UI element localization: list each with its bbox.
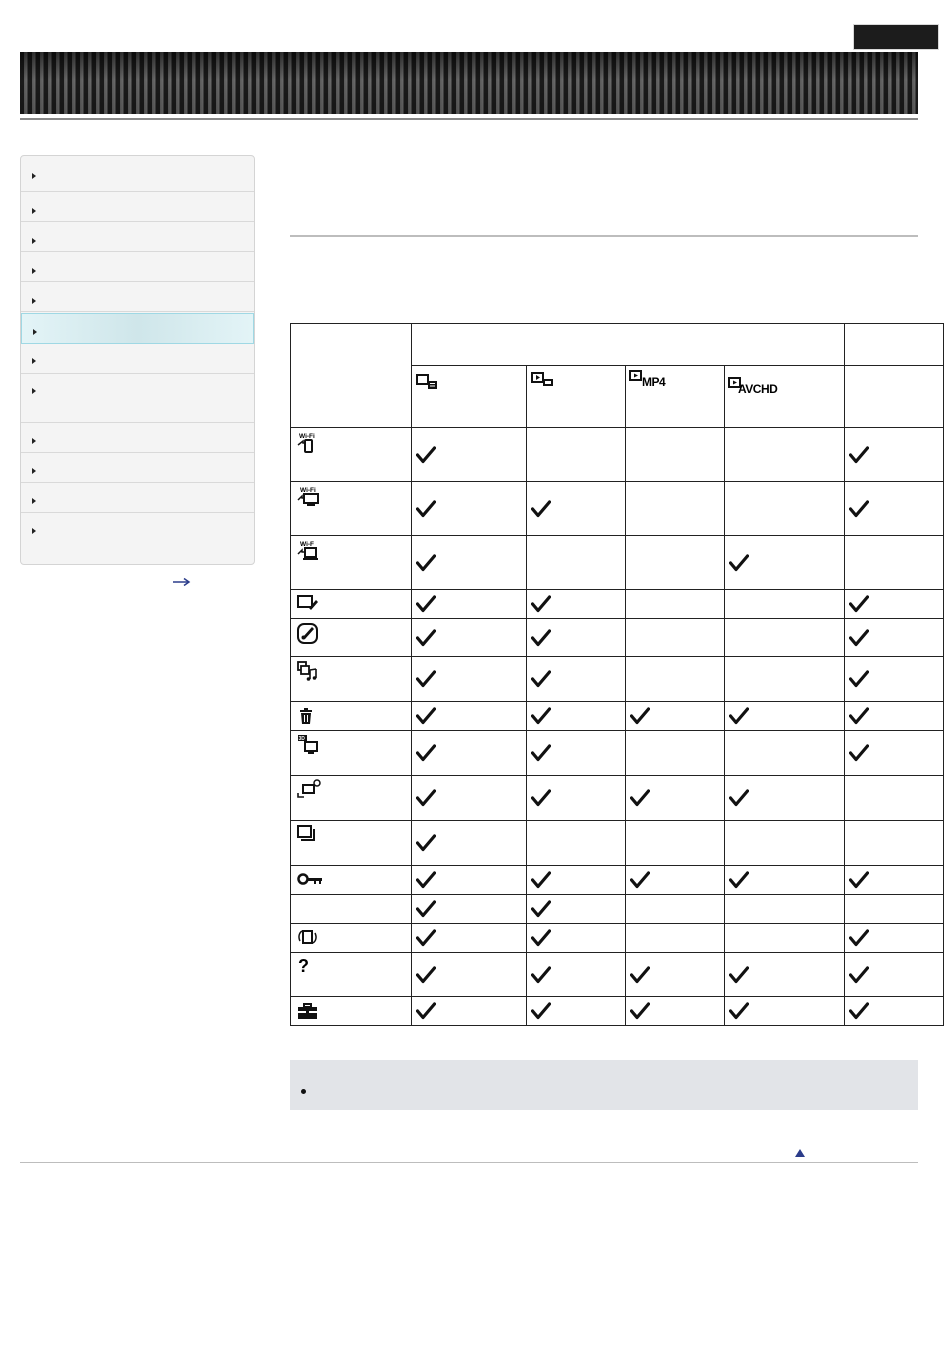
- availability-cell-movie-image: [527, 776, 626, 821]
- availability-cell-movie-avchd: [725, 590, 845, 619]
- movie-view-icon: [530, 369, 556, 391]
- availability-cell-movie-avchd: [725, 895, 845, 924]
- svg-text:Wi-Fi: Wi-Fi: [299, 433, 315, 440]
- table-row: [291, 776, 944, 821]
- arrow-right-icon: [32, 173, 36, 179]
- availability-cell-movie-image: [527, 657, 626, 702]
- table-row: [291, 590, 944, 619]
- svg-text:3D: 3D: [298, 736, 305, 742]
- check-icon: [416, 744, 436, 762]
- sidebar-item-1[interactable]: [21, 156, 254, 192]
- availability-cell-movie-mp4: [626, 866, 725, 895]
- col-header-other: [845, 366, 944, 428]
- setup-toolbox-icon: [296, 1000, 324, 1024]
- availability-cell-other: [845, 619, 944, 657]
- availability-cell-movie-mp4: [626, 731, 725, 776]
- check-icon: [416, 900, 436, 918]
- playback-mode-header: [412, 324, 845, 366]
- mp4-label: MP4: [642, 375, 666, 389]
- availability-cell-still-image: [412, 731, 527, 776]
- sidebar-item-11[interactable]: [21, 483, 254, 513]
- row-function-cell: [291, 590, 412, 619]
- check-icon: [849, 1002, 869, 1020]
- sidebar-item-6-active[interactable]: [21, 313, 254, 344]
- availability-cell-movie-avchd: [725, 866, 845, 895]
- availability-cell-movie-image: [527, 482, 626, 536]
- availability-cell-movie-mp4: [626, 702, 725, 731]
- check-icon: [416, 929, 436, 947]
- check-icon: [630, 1002, 650, 1020]
- trash-icon: [296, 705, 324, 729]
- table-row: [291, 702, 944, 731]
- availability-cell-movie-image: [527, 997, 626, 1026]
- availability-cell-still-image: [412, 536, 527, 590]
- availability-cell-other: [845, 536, 944, 590]
- availability-cell-movie-mp4: [626, 776, 725, 821]
- movie-extract-icon: [296, 779, 324, 803]
- availability-cell-movie-avchd: [725, 536, 845, 590]
- slideshow-music-icon: [296, 660, 324, 684]
- check-icon: [416, 871, 436, 889]
- availability-cell-movie-image: [527, 866, 626, 895]
- table-row: [291, 619, 944, 657]
- availability-cell-movie-mp4: [626, 924, 725, 953]
- table-row: [291, 731, 944, 776]
- 3d-viewing-icon: [296, 734, 324, 758]
- check-icon: [729, 871, 749, 889]
- check-icon: [531, 670, 551, 688]
- availability-cell-movie-avchd: [725, 428, 845, 482]
- wifi-view-tv-icon: [296, 485, 324, 509]
- availability-cell-movie-avchd: [725, 821, 845, 866]
- title-divider: [290, 235, 918, 237]
- table-row: [291, 953, 944, 997]
- row-function-cell: [291, 866, 412, 895]
- availability-cell-other: [845, 482, 944, 536]
- availability-cell-movie-avchd: [725, 924, 845, 953]
- sidebar-item-2[interactable]: [21, 192, 254, 222]
- table-row: [291, 428, 944, 482]
- header-divider: [20, 118, 918, 120]
- row-function-cell: [291, 536, 412, 590]
- availability-cell-other: [845, 731, 944, 776]
- availability-cell-other: [845, 657, 944, 702]
- check-icon: [416, 446, 436, 464]
- check-icon: [416, 629, 436, 647]
- arrow-right-icon: [32, 358, 36, 364]
- sidebar-item-9[interactable]: [21, 423, 254, 453]
- row-function-cell: [291, 657, 412, 702]
- availability-cell-other: [845, 997, 944, 1026]
- availability-cell-other: [845, 590, 944, 619]
- check-icon: [531, 744, 551, 762]
- check-icon: [531, 1002, 551, 1020]
- check-icon: [416, 1002, 436, 1020]
- availability-cell-other: [845, 702, 944, 731]
- availability-cell-other: [845, 776, 944, 821]
- svg-text:Wi-F: Wi-F: [300, 541, 315, 548]
- sidebar-more-link[interactable]: [172, 574, 192, 590]
- col-header-movie: [527, 366, 626, 428]
- availability-cell-movie-image: [527, 821, 626, 866]
- arrow-right-icon: [32, 268, 36, 274]
- check-icon: [416, 595, 436, 613]
- back-to-top-icon[interactable]: [794, 1148, 806, 1158]
- row-function-cell: [291, 821, 412, 866]
- help-icon: [296, 956, 324, 980]
- check-icon: [849, 707, 869, 725]
- arrow-right-icon: [32, 468, 36, 474]
- row-function-cell: [291, 776, 412, 821]
- availability-cell-movie-mp4: [626, 821, 725, 866]
- movie-mp4-icon: [629, 369, 643, 383]
- check-icon: [531, 789, 551, 807]
- sidebar-item-7[interactable]: [21, 344, 254, 374]
- check-icon: [531, 966, 551, 984]
- check-icon: [531, 707, 551, 725]
- availability-cell-still-image: [412, 428, 527, 482]
- check-icon: [849, 966, 869, 984]
- check-icon: [416, 500, 436, 518]
- check-icon: [849, 446, 869, 464]
- check-icon: [531, 500, 551, 518]
- availability-cell-still-image: [412, 482, 527, 536]
- check-icon: [531, 929, 551, 947]
- availability-cell-movie-mp4: [626, 482, 725, 536]
- availability-cell-other: [845, 428, 944, 482]
- sidebar: [20, 155, 255, 565]
- availability-cell-movie-mp4: [626, 536, 725, 590]
- check-icon: [630, 707, 650, 725]
- row-function-cell: [291, 731, 412, 776]
- availability-cell-movie-avchd: [725, 702, 845, 731]
- availability-cell-movie-avchd: [725, 953, 845, 997]
- other-mode-header: [845, 324, 944, 366]
- availability-cell-still-image: [412, 895, 527, 924]
- check-icon: [416, 966, 436, 984]
- arrow-right-icon: [32, 298, 36, 304]
- check-icon: [729, 789, 749, 807]
- table-row: [291, 866, 944, 895]
- svg-text:?: ?: [298, 956, 309, 976]
- retouch-icon: [296, 593, 324, 617]
- still-image-view-icon: [415, 369, 441, 391]
- sidebar-item-12[interactable]: [21, 513, 254, 564]
- arrow-right-icon: [32, 238, 36, 244]
- check-icon: [630, 966, 650, 984]
- check-icon: [849, 500, 869, 518]
- row-function-cell: [291, 924, 412, 953]
- row-function-cell: [291, 895, 412, 924]
- check-icon: [531, 629, 551, 647]
- check-icon: [416, 554, 436, 572]
- row-function-cell: [291, 428, 412, 482]
- check-icon: [849, 629, 869, 647]
- picture-effect-icon: [296, 622, 324, 646]
- row-function-cell: [291, 702, 412, 731]
- check-icon: [416, 670, 436, 688]
- availability-cell-still-image: [412, 619, 527, 657]
- sidebar-item-10[interactable]: [21, 453, 254, 483]
- row-function-cell: [291, 997, 412, 1026]
- availability-cell-movie-image: [527, 731, 626, 776]
- availability-cell-other: [845, 895, 944, 924]
- availability-cell-movie-image: [527, 619, 626, 657]
- sidebar-item-8[interactable]: [21, 374, 254, 423]
- table-row: [291, 482, 944, 536]
- check-icon: [630, 871, 650, 889]
- arrow-right-icon: [32, 528, 36, 534]
- header-banner: [20, 52, 918, 114]
- arrow-right-icon: [32, 388, 36, 394]
- sidebar-item-5[interactable]: [21, 282, 254, 312]
- availability-cell-movie-mp4: [626, 953, 725, 997]
- col-header-mp4: [626, 366, 725, 428]
- check-icon: [416, 789, 436, 807]
- wifi-send-smartphone-icon: [296, 431, 324, 455]
- availability-cell-still-image: [412, 997, 527, 1026]
- arrow-right-icon: [33, 329, 37, 335]
- availability-cell-movie-avchd: [725, 731, 845, 776]
- availability-cell-still-image: [412, 776, 527, 821]
- check-icon: [849, 744, 869, 762]
- availability-cell-movie-avchd: [725, 482, 845, 536]
- group-display-icon: [296, 824, 324, 848]
- availability-cell-movie-image: [527, 428, 626, 482]
- availability-cell-movie-image: [527, 924, 626, 953]
- availability-cell-still-image: [412, 590, 527, 619]
- availability-cell-other: [845, 953, 944, 997]
- arrow-right-icon: [32, 208, 36, 214]
- availability-cell-movie-avchd: [725, 619, 845, 657]
- note-box: [290, 1060, 918, 1110]
- availability-cell-movie-image: [527, 895, 626, 924]
- wifi-send-computer-icon: [296, 539, 324, 563]
- table-corner-header: [291, 324, 412, 428]
- availability-cell-movie-mp4: [626, 997, 725, 1026]
- availability-cell-still-image: [412, 866, 527, 895]
- col-header-still: [412, 366, 527, 428]
- availability-cell-still-image: [412, 821, 527, 866]
- row-function-cell: [291, 953, 412, 997]
- availability-cell-movie-image: [527, 953, 626, 997]
- bullet-icon: [301, 1089, 306, 1094]
- availability-cell-still-image: [412, 953, 527, 997]
- footer-divider: [20, 1162, 918, 1163]
- availability-cell-still-image: [412, 702, 527, 731]
- table-row: [291, 821, 944, 866]
- avchd-label: AVCHD: [738, 382, 778, 396]
- availability-cell-movie-avchd: [725, 997, 845, 1026]
- availability-cell-still-image: [412, 924, 527, 953]
- availability-cell-still-image: [412, 657, 527, 702]
- row-function-cell: [291, 482, 412, 536]
- check-icon: [531, 595, 551, 613]
- rotate-icon: [296, 927, 324, 951]
- row-function-cell: [291, 619, 412, 657]
- check-icon: [849, 871, 869, 889]
- check-icon: [729, 554, 749, 572]
- sidebar-item-4[interactable]: [21, 252, 254, 282]
- table-row: [291, 997, 944, 1026]
- protect-key-icon: [296, 869, 324, 893]
- availability-cell-movie-mp4: [626, 619, 725, 657]
- table-row: [291, 924, 944, 953]
- availability-cell-movie-mp4: [626, 895, 725, 924]
- check-icon: [849, 670, 869, 688]
- svg-text:Wi-Fi: Wi-Fi: [300, 487, 316, 494]
- availability-cell-movie-avchd: [725, 657, 845, 702]
- arrow-right-icon: [32, 438, 36, 444]
- check-icon: [416, 834, 436, 852]
- availability-cell-movie-mp4: [626, 428, 725, 482]
- availability-cell-movie-image: [527, 702, 626, 731]
- check-icon: [729, 1002, 749, 1020]
- availability-cell-movie-avchd: [725, 776, 845, 821]
- check-icon: [729, 707, 749, 725]
- table-row: [291, 657, 944, 702]
- check-icon: [531, 871, 551, 889]
- check-icon: [849, 595, 869, 613]
- availability-cell-movie-mp4: [626, 657, 725, 702]
- header-top-button[interactable]: [853, 24, 939, 50]
- arrow-right-icon: [32, 498, 36, 504]
- col-header-avchd: [725, 366, 845, 428]
- table-row: [291, 536, 944, 590]
- check-icon: [630, 789, 650, 807]
- check-icon: [729, 966, 749, 984]
- availability-cell-movie-image: [527, 590, 626, 619]
- availability-cell-other: [845, 924, 944, 953]
- check-icon: [416, 707, 436, 725]
- sidebar-item-3[interactable]: [21, 222, 254, 252]
- availability-cell-other: [845, 821, 944, 866]
- availability-cell-movie-image: [527, 536, 626, 590]
- availability-cell-movie-mp4: [626, 590, 725, 619]
- arrow-right-link-icon: [172, 577, 192, 587]
- table-row: [291, 895, 944, 924]
- check-icon: [531, 900, 551, 918]
- check-icon: [849, 929, 869, 947]
- availability-cell-other: [845, 866, 944, 895]
- function-availability-table: [290, 323, 944, 1026]
